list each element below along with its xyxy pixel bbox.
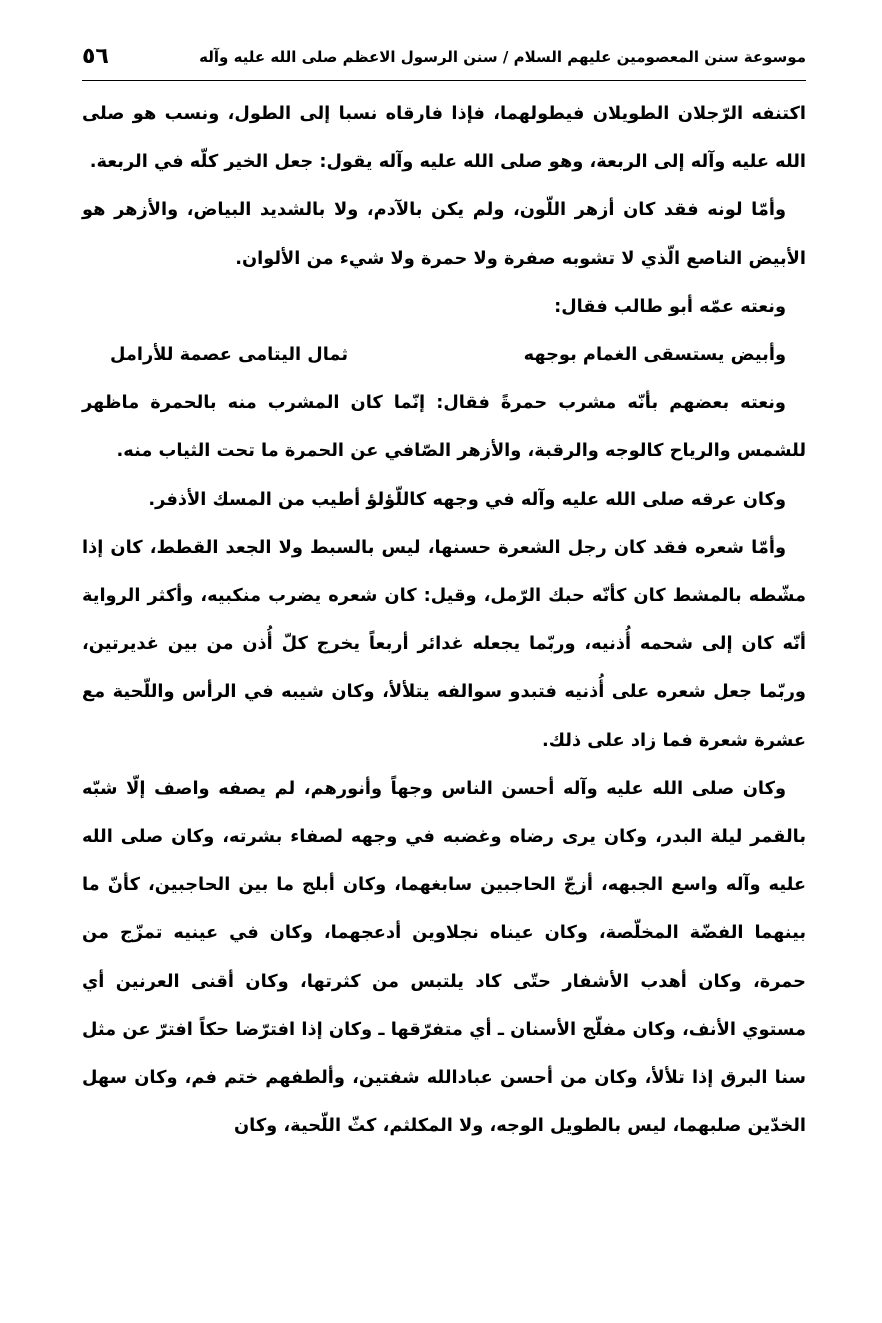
paragraph: وكان صلى الله عليه وآله أحسن الناس وجهاً وأنورهم، لم يصفه واصف إلّا شبّه بالقمر ليلة البدر، وكان يرى رضاه وغضبه في وجهه لصفاء بشرته، وكان صلى الله عليه وآله واسع الجبهه، أزجّ الحاجبين سابغهما، وكان أبلج ما بين الحاجبين، كأنّ ما بينهما الفضّة المخلّصة، وكان عيناه نجلاوين أدعجهما، وكان في عينيه تمزّج من حمرة، وكان أهدب الأشفار حتّى كاد يلتبس من كثرتها، وكان أقنى العرنين أي مستوي الأنف، وكان مفلّج الأسنان ـ أي متفرّقها ـ وكان إذا افترّضا حكاً افترّ عن مثل سنا البرق إذا تلألأ، وكان من أحسن عبادالله شفتين، وألطفهم ختم فم، وكان سهل الخدّين صلبهما، ليس بالطويل الوجه، ولا المكلثم، كثّ اللّحية، وكان bbox=[82, 777, 806, 1137]
paragraph: ونعته عمّه أبو طالب فقال: bbox=[554, 295, 786, 317]
poem-verse bbox=[82, 331, 806, 379]
body-text bbox=[82, 90, 806, 1150]
paragraph: ونعته بعضهم بأنّه مشرب حمرةً فقال: إنّما كان المشرب منه بالحمرة ماظهر للشمس والرياح كالوجه والرقبة، والأزهر الصّافي عن الحمرة ما تحت الثياب منه. bbox=[82, 392, 806, 462]
verse-hemistich-second: ثمال اليتامى عصمة للأرامل bbox=[110, 344, 348, 366]
paragraph: اكتنفه الرّجلان الطويلان فيطولهما، فإذا فارقاه نسبا إلى الطول، ونسب هو صلى الله عليه وآله إلى الربعة، وهو صلى الله عليه وآله يقول: جعل الخير كلّه في الربعة. bbox=[82, 103, 806, 173]
paragraph: وكان عرقه صلى الله عليه وآله في وجهه كاللّؤلؤ أطيب من المسك الأذفر. bbox=[148, 488, 786, 510]
paragraph: وأمّا لونه فقد كان أزهر اللّون، ولم يكن بالآدم، ولا بالشديد البياض، والأزهر هو الأبيض الناصع الّذي لا تشوبه صفرة ولا حمرة ولا شيء من الألوان. bbox=[82, 199, 806, 269]
verse-hemistich-first: وأبيض يستسقى الغمام بوجهه bbox=[523, 344, 786, 366]
running-head: موسوعة سنن المعصومين عليهم السلام / سنن الرسول الاعظم صلى الله عليه وآله bbox=[199, 48, 806, 66]
page-number: ٥٦ bbox=[82, 44, 109, 69]
paragraph: وأمّا شعره فقد كان رجل الشعرة حسنها، ليس بالسبط ولا الجعد القطط، كان إذا مشّطه بالمشط كان كأنّه حبك الرّمل، وقيل: كان شعره يضرب منكبيه، وأكثر الرواية أنّه كان إلى شحمه أُذنيه، وربّما يجعله غدائر أربعاً يخرج كلّ أُذن من بين غديرتين، وربّما جعل شعره على أُذنيه فتبدو سوالفه يتلألأ، وكان شيبه في الرأس واللّحية مع عشرة شعرة فما زاد على ذلك. bbox=[82, 536, 806, 751]
page-header bbox=[82, 40, 806, 81]
